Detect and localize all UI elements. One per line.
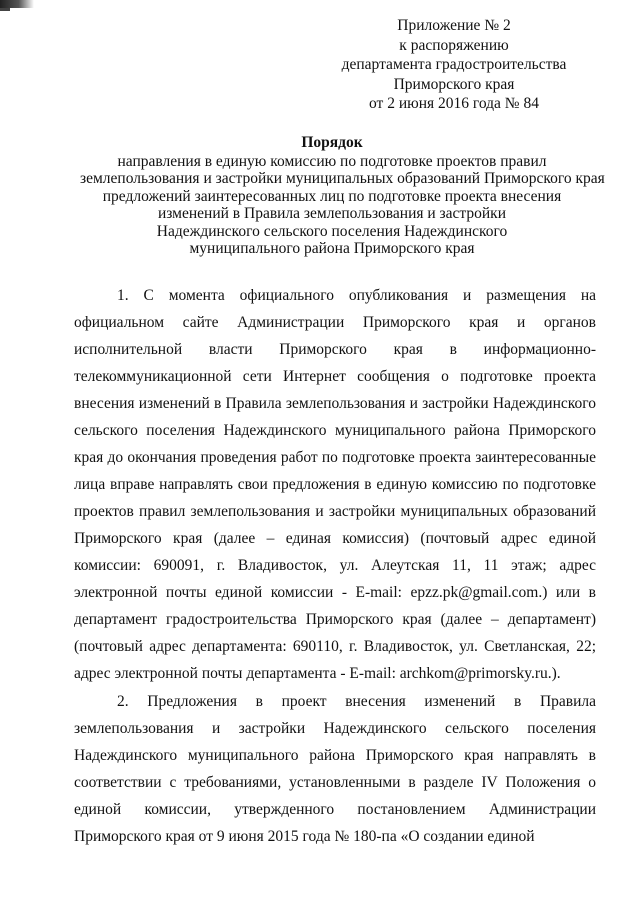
document-body [74,282,596,851]
paragraph-1: 1. С момента официального опубликования и размещения на официальном сайте Администрации Приморского края и органов исполнительной власти Приморского края в информационно-телекоммуникационной сети Интернет сообщения о подготовке проекта внесения изменений в Правила землепользования и застройки Надеждинского сельского поселения Надеждинского муниципального района Приморского края до окончания проведения работ по подготовке проекта заинтересованные лица вправе направлять свои предложения в единую комиссию по подготовке проектов правил землепользования и застройки муниципальных образований Приморского края (далее – единая комиссия) (почтовый адрес единой комиссии: 690091, г. Владивосток, ул. Алеутская 11, 11 этаж; адрес электронной почты единой комиссии - E-mail: epzz.pk@gmail.com.) или в департамент градостроительства Приморского края (далее – департамент) (почтовый адрес департамента: 690110, г. Владивосток, ул. Светланская, 22; адрес электронной почты департамента - E-mail: archkom@primorsky.ru.). [74,287,596,682]
appendix-line: Приложение № 2 [397,17,511,34]
scan-artifact-tail [0,8,10,11]
document-title: Порядок [301,134,363,151]
scan-artifact [0,0,34,8]
title-subline: направления в единую комиссию по подготовке проектов правил [117,152,547,170]
appendix-date-line: от 2 июня 2016 года № 84 [369,95,539,112]
title-subline: предложений заинтересованных лиц по подготовке проекта внесения [102,187,562,205]
appendix-line: Приморского края [393,75,515,93]
appendix-header [324,16,584,114]
appendix-line: к распоряжению [399,36,509,54]
title-subline: землепользования и застройки муниципальных образований Приморского края [80,170,605,187]
title-subline: Надеждинского сельского поселения Надеждинского [156,222,508,240]
title-subline: изменений в Правила землепользования и застройки [157,205,507,222]
appendix-line: департамента градостроительства [341,56,567,73]
paragraph-2: 2. Предложения в проект внесения изменений в Правила землепользования и застройки Надеждинского сельского поселения Надеждинского муниципального района Приморского края направлять в соответствии с требованиями, установленными в разделе IV Положения о единой комиссии, утвержденного постановлением Администрации Приморского края от 9 июня 2015 года № 180-па «О создании единой [74,693,596,845]
document-title-block [80,134,605,258]
title-subline: муниципального района Приморского края [189,240,475,257]
